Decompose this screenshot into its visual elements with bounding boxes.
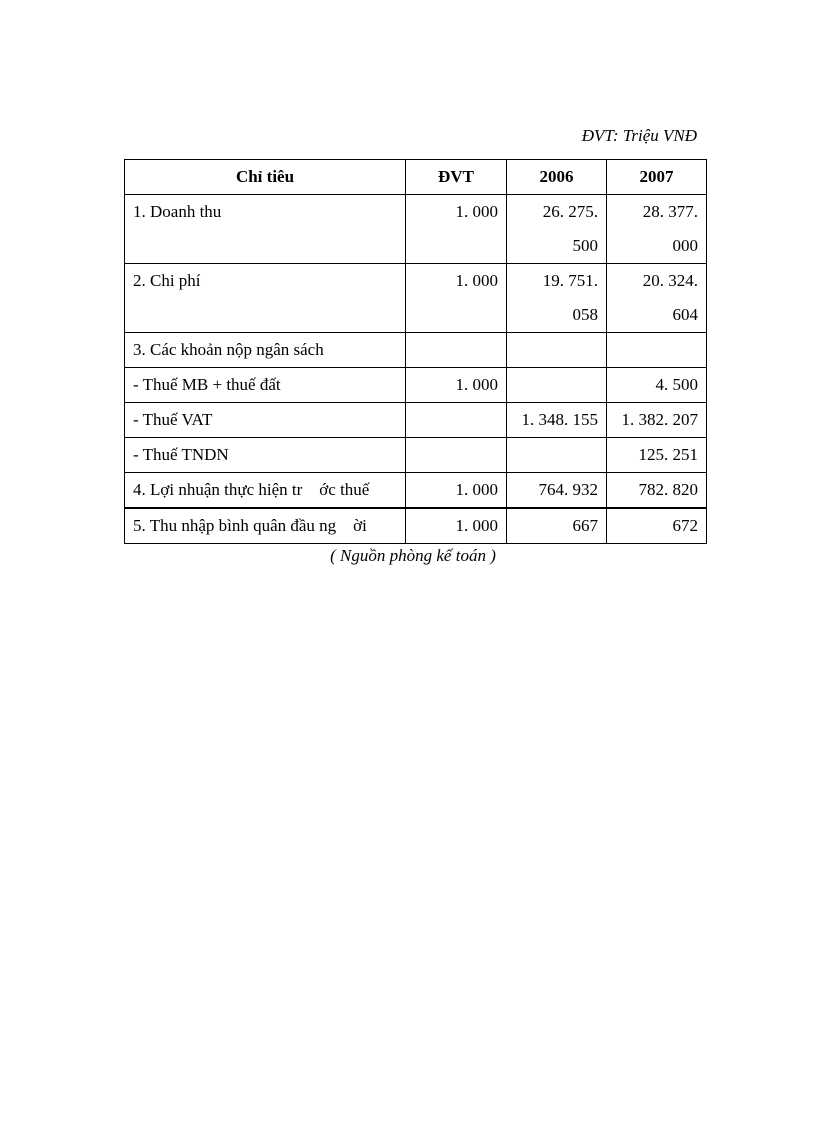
row-unit xyxy=(406,403,507,438)
row-value-2007: 672 xyxy=(607,508,707,544)
row-label: 2. Chi phí xyxy=(125,264,406,333)
source-note: ( Nguồn phòng kế toán ) xyxy=(330,546,496,565)
header-year-2007: 2007 xyxy=(607,160,707,195)
row-label: - Thuế MB + thuế đất xyxy=(125,368,406,403)
row-unit: 1. 000 xyxy=(406,508,507,544)
row-value-2007: 1. 382. 207 xyxy=(607,403,707,438)
header-unit: ĐVT xyxy=(406,160,507,195)
row-value-2006: 667 xyxy=(507,508,607,544)
row-value-2006: 1. 348. 155 xyxy=(507,403,607,438)
row-value-2007: 782. 820 xyxy=(607,473,707,509)
row-value-2007: 125. 251 xyxy=(607,438,707,473)
row-unit: 1. 000 xyxy=(406,368,507,403)
row-value-2006 xyxy=(507,438,607,473)
table-header-row xyxy=(125,160,707,195)
table-row xyxy=(125,368,707,403)
row-value-2006: 19. 751. 058 xyxy=(507,264,607,333)
row-value-2006 xyxy=(507,368,607,403)
row-value-2007 xyxy=(607,333,707,368)
table-row xyxy=(125,333,707,368)
table-row xyxy=(125,195,707,264)
row-value-2007: 28. 377. 000 xyxy=(607,195,707,264)
row-unit: 1. 000 xyxy=(406,264,507,333)
row-label: 3. Các khoản nộp ngân sách xyxy=(125,333,406,368)
table-row xyxy=(125,264,707,333)
row-unit: 1. 000 xyxy=(406,195,507,264)
table-row xyxy=(125,473,707,509)
header-indicator: Chỉ tiêu xyxy=(125,160,406,195)
row-value-2006: 764. 932 xyxy=(507,473,607,509)
row-value-2006: 26. 275. 500 xyxy=(507,195,607,264)
row-unit: 1. 000 xyxy=(406,473,507,509)
table-row xyxy=(125,508,707,544)
unit-note: ĐVT: Triệu VNĐ xyxy=(581,126,697,145)
row-unit xyxy=(406,438,507,473)
row-label: 4. Lợi nhuận thực hiện tr ớc thuế xyxy=(125,473,406,509)
header-year-2006: 2006 xyxy=(507,160,607,195)
financial-table xyxy=(124,159,707,544)
row-label: - Thuế TNDN xyxy=(125,438,406,473)
row-label: 5. Thu nhập bình quân đầu ng ời xyxy=(125,508,406,544)
table-row xyxy=(125,403,707,438)
row-value-2007: 20. 324. 604 xyxy=(607,264,707,333)
row-label: 1. Doanh thu xyxy=(125,195,406,264)
table-row xyxy=(125,438,707,473)
row-label: - Thuế VAT xyxy=(125,403,406,438)
row-unit xyxy=(406,333,507,368)
row-value-2006 xyxy=(507,333,607,368)
row-value-2007: 4. 500 xyxy=(607,368,707,403)
